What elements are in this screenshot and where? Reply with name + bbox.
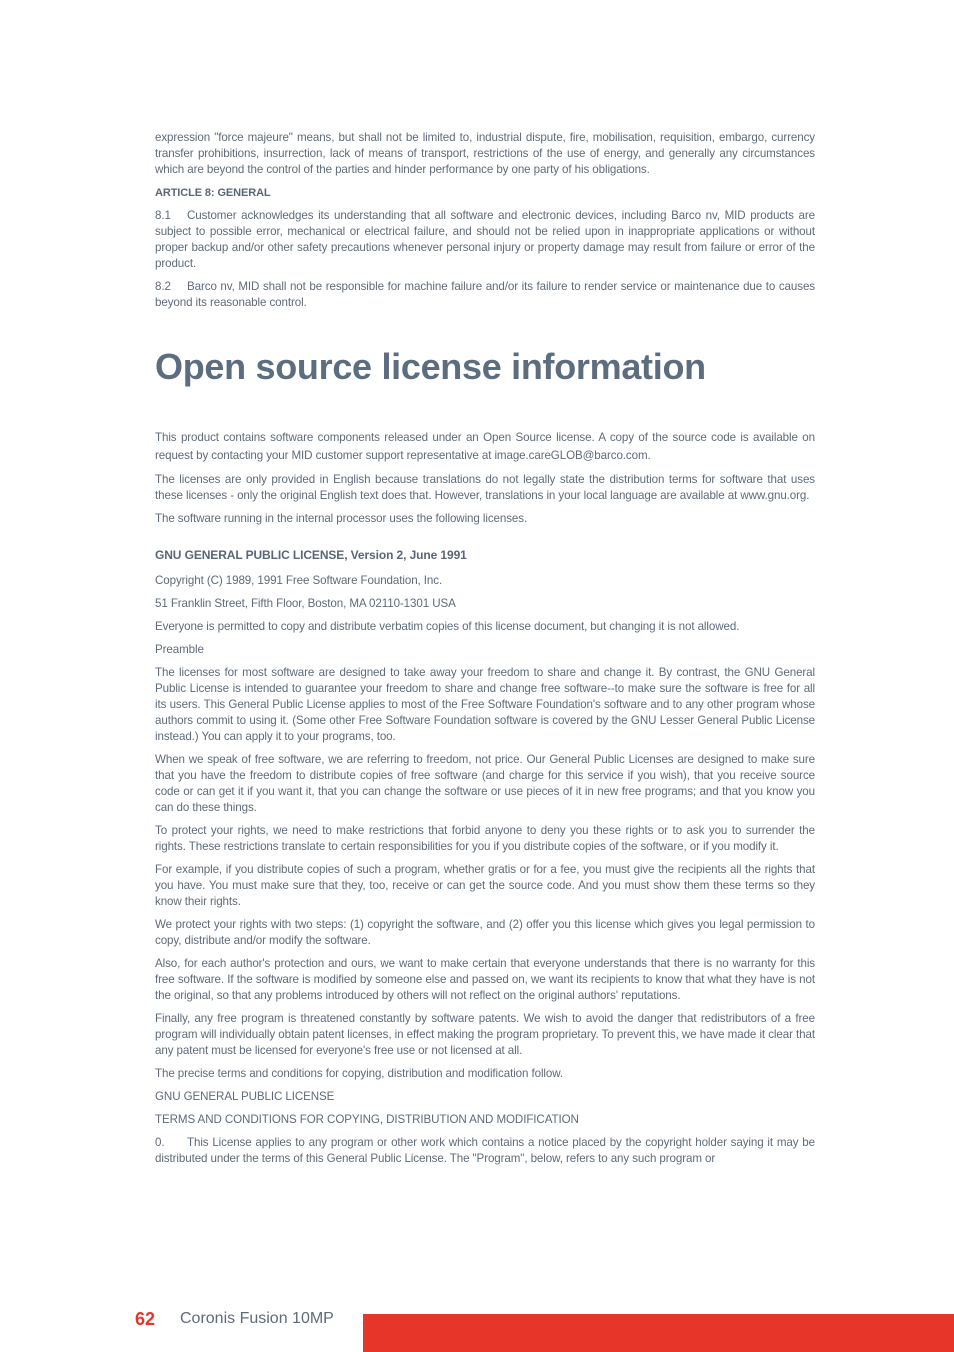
gpl-paragraph: 51 Franklin Street, Fifth Floor, Boston, MA 02110-1301 USA [155, 597, 456, 610]
gpl-title: GNU GENERAL PUBLIC LICENSE, Version 2, June 1991 [155, 548, 467, 562]
clause-text: Barco nv, MID shall not be responsible for machine failure and/or its failure to render service or maintenance due to causes beyond its reasonable control. [155, 280, 815, 309]
oss-paragraph: The licenses are only provided in English because translations do not legally state the distribution terms for software that uses these licenses - only the original English text does that. However, translations in your local language are available at www.gnu.org. [155, 473, 815, 502]
page-number: 62 [135, 1309, 156, 1329]
clause-number: 8.2 [155, 280, 171, 293]
gpl-paragraph: Preamble [155, 643, 204, 656]
gpl-paragraph: The licenses for most software are designed to take away your freedom to share and change it. By contrast, the GNU General Public License is intended to guarantee your freedom to share and change free software--to make sure the software is free for all its users. This General Public License applies to most of the Free Software Foundation's software and to any other program whose authors commit to using it. (Some other Free Software Foundation software is covered by the GNU Lesser General Public License instead.) You can apply it to your programs, too. [155, 666, 815, 743]
article-8-heading: ARTICLE 8: GENERAL [155, 187, 271, 199]
oss-paragraph: The software running in the internal processor uses the following licenses. [155, 512, 528, 525]
oss-paragraph: This product contains software components released under an Open Source license. A copy of the source code is available on request by contacting your MID customer support representative at image.careGLOB@barco.com. [155, 431, 815, 462]
gpl-paragraph: Also, for each author's protection and ours, we want to make certain that everyone understands that there is no warranty for this free software. If the software is modified by someone else and passed on, we want its recipients to know that what they have is not the original, so that any problems introduced by others will not reflect on the original authors' reputations. [155, 957, 815, 1002]
gpl-paragraph: When we speak of free software, we are referring to freedom, not price. Our General Public Licenses are designed to make sure that you have the freedom to distribute copies of free software (and charge for this service if you wish), that you receive source code or can get it if you want it, that you can change the software or use pieces of it in new free programs; and that you know you can do these things. [155, 753, 815, 814]
gpl-paragraph: To protect your rights, we need to make restrictions that forbid anyone to deny you these rights or to ask you to surrender the rights. These restrictions translate to certain responsibilities for you if you distribute copies of the software, or if you modify it. [155, 824, 815, 853]
clause-text: Customer acknowledges its understanding that all software and electronic devices, including Barco nv, MID products are subject to possible error, mechanical or electrical failure, and should not be relied upon in inappropriate applications or without proper backup and/or other safety precautions whenever personal injury or property damage may result from failure or error of the product. [155, 209, 815, 270]
gpl-clause-0 [155, 1135, 815, 1167]
section-title: Open source license information [155, 346, 706, 387]
gpl-paragraph: Finally, any free program is threatened constantly by software patents. We wish to avoid the danger that redistributors of a free program will individually obtain patent licenses, in effect making the program proprietary. To prevent this, we have made it clear that any patent must be licensed for everyone's free use or not licensed at all. [155, 1012, 815, 1057]
clause-text: This License applies to any program or other work which contains a notice placed by the copyright holder saying it may be distributed under the terms of this General Public License. The "Program", below, refers to any such program or [155, 1136, 815, 1165]
gpl-paragraph: For example, if you distribute copies of such a program, whether gratis or for a fee, you must give the recipients all the rights that you have. You must make sure that they, too, receive or can get the source code. And you must show them these terms so they know their rights. [155, 863, 815, 908]
intro-paragraph: expression "force majeure" means, but shall not be limited to, industrial dispute, fire, mobilisation, requisition, embargo, currency transfer prohibitions, insurrection, lack of means of transport, restrictions of the use of energy, and generally any circumstances which are beyond the control of the parties and hinder performance by one party of his obligations. [155, 131, 815, 176]
gpl-paragraph: Copyright (C) 1989, 1991 Free Software Foundation, Inc. [155, 574, 443, 587]
clause-number: 0. [155, 1136, 165, 1149]
gpl-paragraph: We protect your rights with two steps: (1) copyright the software, and (2) offer you this license which gives you legal permission to copy, distribute and/or modify the software. [155, 918, 815, 947]
gpl-paragraph: TERMS AND CONDITIONS FOR COPYING, DISTRIBUTION AND MODIFICATION [155, 1113, 579, 1126]
gpl-paragraph: The precise terms and conditions for copying, distribution and modification follow. [155, 1067, 564, 1080]
product-name: Coronis Fusion 10MP [180, 1310, 334, 1327]
clause-8-2 [155, 279, 815, 311]
clause-8-1 [155, 208, 815, 272]
footer-accent-bar [363, 1314, 954, 1352]
clause-number: 8.1 [155, 209, 171, 222]
page-content [155, 130, 815, 1174]
gpl-paragraph: Everyone is permitted to copy and distribute verbatim copies of this license document, but changing it is not allowed. [155, 620, 740, 633]
gpl-paragraph: GNU GENERAL PUBLIC LICENSE [155, 1090, 335, 1103]
